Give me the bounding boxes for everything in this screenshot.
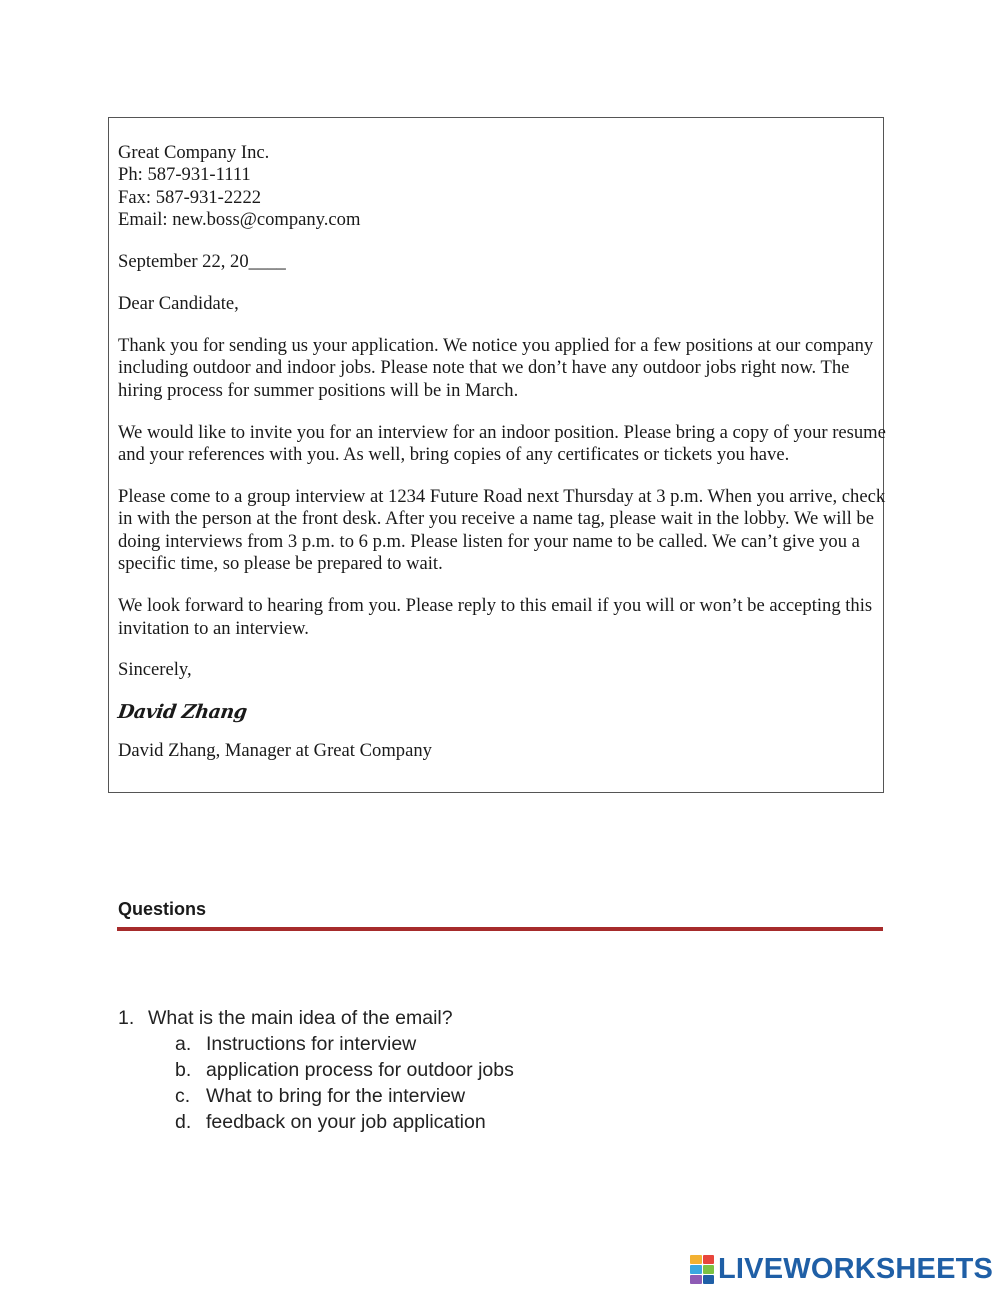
answer-option-c[interactable] bbox=[118, 1083, 514, 1109]
option-text: Instructions for interview bbox=[206, 1033, 417, 1055]
logo-text: LIVEWORKSHEETS bbox=[718, 1253, 994, 1285]
letter-header bbox=[118, 142, 888, 232]
letter-paragraph: Please come to a group interview at 1234 Future Road next Thursday at 3 p.m. When you arrive, check in with the person at the front desk. After you receive a name tag, please wait in the lobby. We will be doing interviews from 3 p.m. to 6 p.m. Please listen for your name to be called. We can’t give you a specific time, so please be prepared to wait. bbox=[118, 485, 886, 575]
liveworksheets-logo bbox=[690, 1253, 993, 1286]
option-letter: b. bbox=[175, 1059, 192, 1081]
answer-option-a[interactable] bbox=[118, 1031, 514, 1057]
email-letter bbox=[118, 142, 888, 782]
letter-paragraph: Thank you for sending us your application. We notice you applied for a few positions at our company including outdoor and indoor jobs. Please note that we don’t have any outdoor jobs right now. The hiring process for summer positions will be in March. bbox=[118, 334, 874, 401]
question-list bbox=[118, 1005, 514, 1135]
company-name: Great Company Inc. bbox=[118, 142, 270, 163]
question-number: 1. bbox=[118, 1007, 135, 1029]
option-letter: d. bbox=[175, 1111, 192, 1133]
question-text: What is the main idea of the email? bbox=[148, 1007, 453, 1029]
option-text: feedback on your job application bbox=[206, 1111, 486, 1133]
letter-closing: Sincerely, bbox=[118, 659, 192, 681]
logo-blocks-icon bbox=[690, 1255, 714, 1285]
handwritten-signature: David Zhang bbox=[116, 701, 249, 724]
heading-divider bbox=[117, 927, 883, 931]
option-letter: a. bbox=[175, 1033, 192, 1055]
phone-line: Ph: 587-931-1111 bbox=[118, 164, 251, 186]
question-item bbox=[118, 1005, 514, 1031]
option-text: What to bring for the interview bbox=[206, 1085, 466, 1107]
answer-option-b[interactable] bbox=[118, 1057, 514, 1083]
questions-heading: Questions bbox=[118, 899, 207, 919]
letter-signoff: David Zhang, Manager at Great Company bbox=[118, 739, 432, 761]
letter-date: September 22, 20____ bbox=[118, 251, 286, 273]
answer-option-d[interactable] bbox=[118, 1109, 514, 1135]
fax-line: Fax: 587-931-2222 bbox=[118, 186, 262, 208]
email-line: Email: new.boss@company.com bbox=[118, 209, 361, 231]
letter-paragraph: We look forward to hearing from you. Please reply to this email if you will or won’t be accepting this invitation to an interview. bbox=[118, 595, 873, 639]
option-letter: c. bbox=[175, 1085, 191, 1107]
option-text: application process for outdoor jobs bbox=[206, 1059, 514, 1081]
letter-paragraph: We would like to invite you for an interview for an indoor position. Please bring a copy of your resume and your references with you. As well, bring copies of any certificates or tickets you have. bbox=[118, 421, 886, 466]
letter-greeting: Dear Candidate, bbox=[118, 293, 239, 315]
